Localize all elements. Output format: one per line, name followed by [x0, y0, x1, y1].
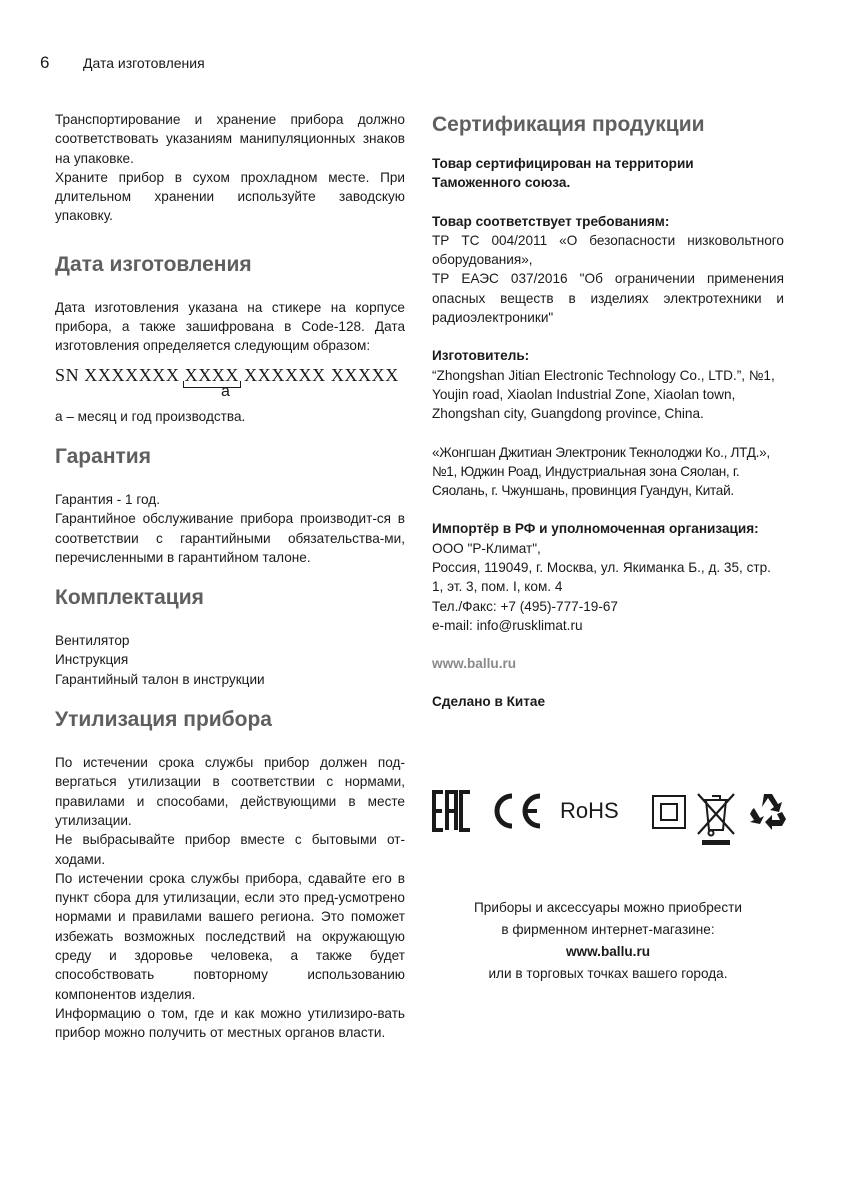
disposal-text-3: По истечении срока службы прибора, сдавайте его в пункт сбора для утилизации, если это пред-усмотрено нормами и правилами вашего региона. Это поможет избежать возможных последствий на окружающую среду и здоровье человека, а также будет способствовать повторному использованию компонентов изделия.	[55, 870, 405, 1002]
crossed-bin-icon	[694, 790, 738, 846]
manufacturer-en: “Zhongshan Jitian Electronic Technology Co., LTD.”, №1, Youjin road, Xiaolan Industrial Zone, Xiaolan town, Zhongshan city, Guangdong province, China.	[432, 367, 775, 422]
made-in-text: Сделано в Китае	[432, 694, 546, 710]
importer-line-1: ООО "Р-Климат",	[432, 540, 541, 556]
certification-heading: Сертификация продукции	[432, 113, 705, 136]
requirement-1: ТР ТС 004/2011 «О безопасности низковольтного оборудования»,	[432, 232, 784, 268]
importer-email: e-mail: info@rusklimat.ru	[432, 617, 583, 633]
date-note: а – месяц и год производства.	[55, 408, 246, 424]
shop-info	[432, 897, 784, 985]
storage-text-2: Храните прибор в сухом прохладном месте. При длительном хранении используйте заводскую упаковку.	[55, 169, 405, 224]
serial-date-part: XXXX	[184, 364, 240, 385]
serial-prefix: SN XXXXXXX	[55, 364, 180, 385]
disposal-heading: Утилизация прибора	[55, 708, 272, 732]
rohs-mark: RoHS	[560, 798, 619, 823]
kit-heading: Комплектация	[55, 586, 204, 610]
running-title: Дата изготовления	[83, 55, 205, 71]
serial-suffix: XXXXXX XXXXX	[244, 364, 399, 385]
warranty-heading: Гарантия	[55, 444, 151, 468]
importer-line-3: Тел./Факс: +7 (495)-777-19-67	[432, 598, 618, 614]
manufacturer-ru: «Жонгшан Джитиан Электроник Текнолоджи Ко., ЛТД.», №1, Юджин Роад, Индустриальная зона Сяолан, г. Сяолань, г. Чжуншань, провинция Гуандун, Китай.	[432, 444, 770, 499]
recycling-icon	[748, 792, 788, 830]
disposal-text-1: По истечении срока службы прибор должен под-вергаться утилизации в соответствии с нормами, правилами и способами, действующими в месте утилизации.	[55, 755, 405, 828]
page-header	[40, 53, 205, 73]
disposal-text-2: Не выбрасывайте прибор вместе с бытовыми от-ходами.	[55, 832, 405, 867]
serial-bracket	[183, 381, 241, 388]
disposal-text-4: Информацию о том, где и как можно утилизиро-вать прибор можно получить от местных органов власти.	[55, 1005, 405, 1041]
warranty-line-2: Гарантийное обслуживание прибора производит-ся в соответствии с гарантийными обязательства-ми, перечисленными в гарантийном талоне.	[55, 511, 405, 565]
website-link[interactable]: www.ballu.ru	[432, 656, 517, 672]
page-number: 6	[40, 53, 50, 72]
warranty-line-1: Гарантия - 1 год.	[55, 491, 161, 507]
serial-marker: a	[221, 382, 231, 400]
serial-format	[55, 365, 405, 407]
importer-line-2: Россия, 119049, г. Москва, ул. Якиманка Б., д. 35, стр. 1, эт. 3, пом. I, ком. 4	[432, 560, 771, 595]
shop-line-2: в фирменном интернет-магазине:	[501, 922, 715, 937]
right-column	[432, 110, 784, 712]
requirement-2: ТР ЕАЭС 037/2016 "Об ограничении применения опасных веществ в изделиях электротехники и радиоэлектроники"	[432, 271, 784, 326]
shop-line-3: или в торговых точках вашего города.	[488, 966, 728, 981]
certification-marks	[432, 790, 787, 860]
requirements-title: Товар соответствует требованиям:	[432, 213, 670, 229]
ce-mark-icon	[488, 790, 544, 832]
left-column	[55, 110, 405, 1043]
double-insulation-icon	[652, 795, 686, 829]
manufacturer-title: Изготовитель:	[432, 348, 530, 364]
shop-website-link[interactable]: www.ballu.ru	[565, 944, 651, 959]
certified-text: Товар сертифицирован на территории Таможенного союза.	[432, 156, 694, 191]
kit-item-2: Инструкция	[55, 652, 129, 668]
date-text: Дата изготовления указана на стикере на корпусе прибора, а также зашифрована в Code-128. Дата изготовления определяется следующим образом:	[55, 299, 405, 354]
kit-item-1: Вентилятор	[55, 633, 130, 649]
storage-text-1: Транспортирование и хранение прибора должно соответствовать указаниям манипуляционных знаков на упаковке.	[55, 112, 405, 166]
eac-mark-icon	[432, 790, 472, 832]
kit-item-3: Гарантийный талон в инструкции	[55, 671, 265, 687]
shop-line-1: Приборы и аксессуары можно приобрести	[474, 900, 742, 915]
date-heading: Дата изготовления	[55, 252, 252, 276]
importer-title: Импортёр в РФ и уполномоченная организация:	[432, 521, 759, 537]
